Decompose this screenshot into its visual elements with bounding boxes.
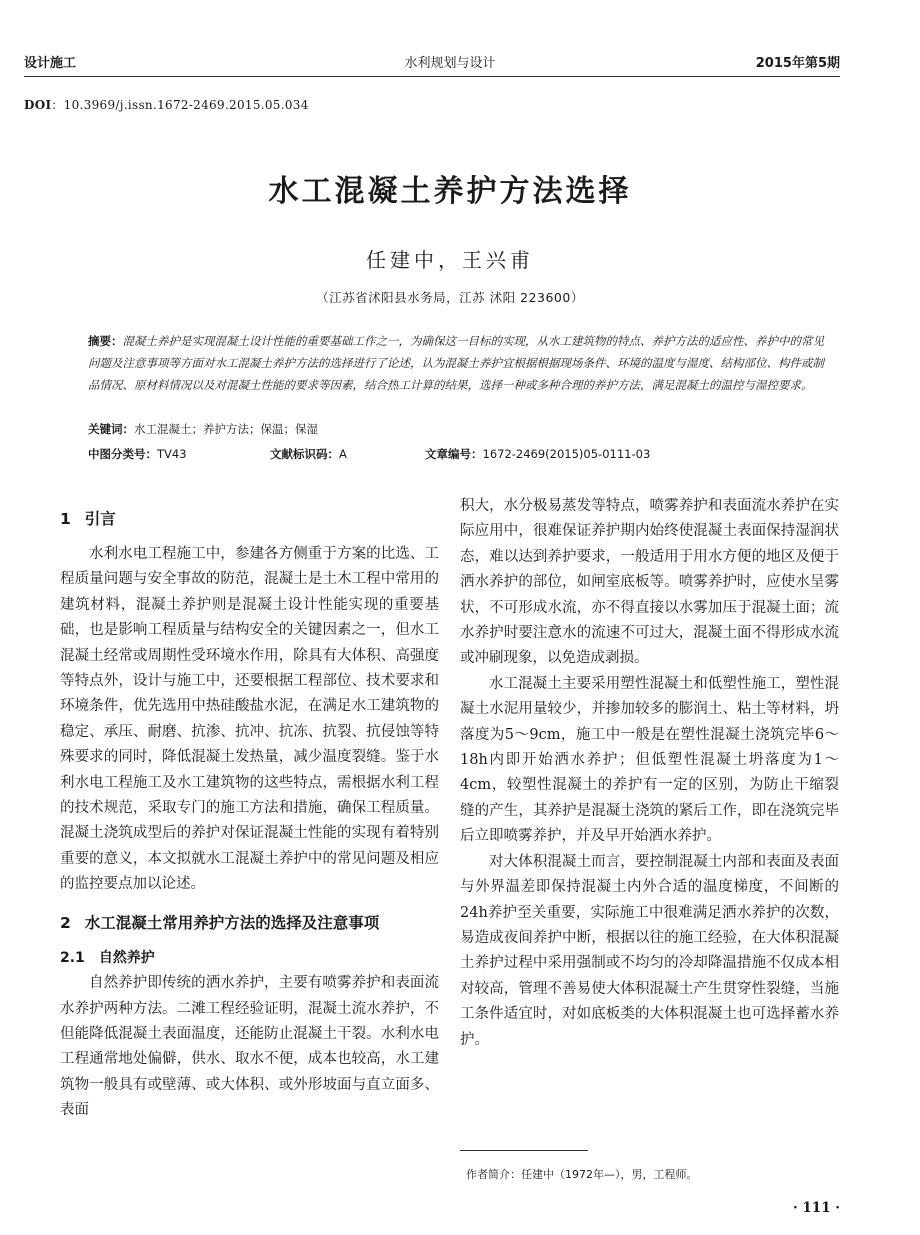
section-2-number: 2: [60, 913, 71, 932]
clc-value: TV43: [157, 447, 187, 461]
section-1-paragraph: 水利水电工程施工中，参建各方侧重于方案的比选、工程质量问题与安全事故的防范，混凝土是土木工程中常用的建筑材料，混凝土养护则是混凝土设计性能实现的重要基础，也是影响工程质量与结构安全的关键因素之一，但水工混凝土经常或周期性受环境水作用，除具有大体积、高强度等特点外，设计与施工中，还要根据工程部位、技术要求和环境条件，优先选用中热硅酸盐水泥，在满足水工建筑物的稳定、承压、耐磨、抗渗、抗冲、抗冻、抗裂、抗侵蚀等特殊要求的同时，降低混凝土发热量，减少温度裂缝。鉴于水利水电工程施工及水工建筑物的这些特点，需根据水利工程的技术规范，采取专门的施工方法和措施，确保工程质量。混凝土浇筑成型后的养护对保证混凝土性能的实现有着特别重要的意义，本文拟就水工混凝土养护中的常见问题及相应的监控要点加以论述。: [60, 546, 439, 893]
section-2-1-number: 2.1: [60, 949, 85, 966]
doc-label: 文献标识码：: [270, 447, 339, 461]
running-header-section: 设计施工: [24, 56, 77, 71]
left-column: [60, 494, 439, 1124]
section-2-title: 水工混凝土常用养护方法的选择及注意事项: [84, 913, 380, 932]
clc-number: [88, 446, 187, 462]
abstract-label: 摘要：: [88, 334, 123, 348]
doc-value: A: [339, 447, 347, 461]
page-number: · 111 ·: [793, 1200, 840, 1216]
section-2-1-heading: [60, 946, 439, 971]
article-label: 文章编号：: [425, 447, 483, 461]
section-1-title: 引言: [84, 510, 116, 528]
continued-paragraph: 积大，水分极易蒸发等特点，喷雾养护和表面流水养护在实际应用中，很难保证养护期内始终使混凝土表面保持湿润状态，难以达到养护要求，一般适用于用水方便的地区及便于洒水养护的部位，如闸室底板等。喷雾养护时，应使水呈雾状，不可形成水流，亦不得直接以水雾加压于混凝土面；流水养护时要注意水的流速不可过大，混凝土面不得形成水流或冲刷现象，以免造成剥损。: [460, 498, 839, 667]
section-1-number: 1: [60, 510, 71, 528]
authors: 任建中，王兴甫: [366, 248, 534, 272]
doi-label: DOI: [24, 98, 52, 112]
article-number: [425, 446, 650, 462]
section-2-1-title: 自然养护: [98, 949, 155, 966]
doi-value: ：10.3969/j.issn.1672-2469.2015.05.034: [51, 98, 309, 112]
clc-label: 中图分类号：: [88, 447, 157, 461]
abstract: [88, 330, 828, 396]
abstract-text: 混凝土养护是实现混凝土设计性能的重要基础工作之一，为确保这一目标的实现，从水工建筑物的特点、养护方法的适应性、养护中的常见问题及注意事项等方面对水工混凝土养护方法的选择进行了论述，认为混凝土养护宜根据根据现场条件、环境的温度与湿度、结构部位、构件或制品情况、原材料情况以及对混凝土性能的要求等因素，结合热工计算的结果，选择一种或多种合理的养护方法，满足混凝土的温控与湿控要求。: [88, 334, 824, 392]
header-rule: [24, 76, 840, 77]
section-1-heading: [60, 506, 439, 532]
mass-concrete-paragraph: 对大体积混凝土而言，要控制混凝土内部和表面及表面与外界温差即保持混凝土内外合适的温度梯度，不间断的24h养护至关重要，实际施工中很难满足洒水养护的次数，易造成夜间养护中断，根据以往的施工经验，在大体积混凝土养护过程中采用强制或不均匀的冷却降温措施不仅成本相对较高，管理不善易使大体积混凝土产生贯穿性裂缝，当施工条件适宜时，对如底板类的大体积混凝土也可选择蓄水养护。: [460, 853, 839, 1048]
doi-line: [24, 96, 309, 113]
article-value: 1672-2469(2015)05-0111-03: [482, 447, 651, 461]
running-header-issue: 2015年第5期: [755, 56, 840, 71]
paper-title: 水工混凝土养护方法选择: [268, 174, 632, 209]
keywords: [88, 421, 828, 437]
plastic-concrete-paragraph: 水工混凝土主要采用塑性混凝土和低塑性施工，塑性混凝土水泥用量较少，并掺加较多的膨润土、粘土等材料，坍落度为5～9cm，施工中一般是在塑性混凝土浇筑完毕6～18h内即开始洒水养护；但低塑性混凝土坍落度为1～4cm，较塑性混凝土的养护有一定的区别，为防止干缩裂缝的产生，其养护是混凝土浇筑的紧后工作，即在浇筑完毕后立即喷雾养护，并及早开始洒水养护。: [460, 675, 839, 845]
affiliation: （江苏省沭阳县水务局，江苏 沭阳 223600）: [316, 290, 584, 305]
document-code: [270, 446, 347, 462]
running-header-journal: 水利规划与设计: [404, 56, 496, 71]
author-footnote: 作者简介：任建中（1972年—），男，工程师。: [466, 1168, 698, 1181]
footnote-rule: [460, 1150, 588, 1151]
keywords-text: 水工混凝土；养护方法；保温；保湿: [134, 422, 318, 436]
section-2-1-paragraph: 自然养护即传统的洒水养护，主要有喷雾养护和表面流水养护两种方法。二滩工程经验证明，混凝土流水养护，不但能降低混凝土表面温度，还能防止混凝土干裂。水利水电工程通常地处偏僻，供水、取水不便，成本也较高，水工建筑物一般具有或壁薄、或大体积、或外形坡面与直立面多、表面: [60, 975, 439, 1119]
section-2-heading: [60, 910, 439, 936]
right-column: [460, 494, 839, 1053]
keywords-label: 关键词：: [88, 422, 134, 436]
